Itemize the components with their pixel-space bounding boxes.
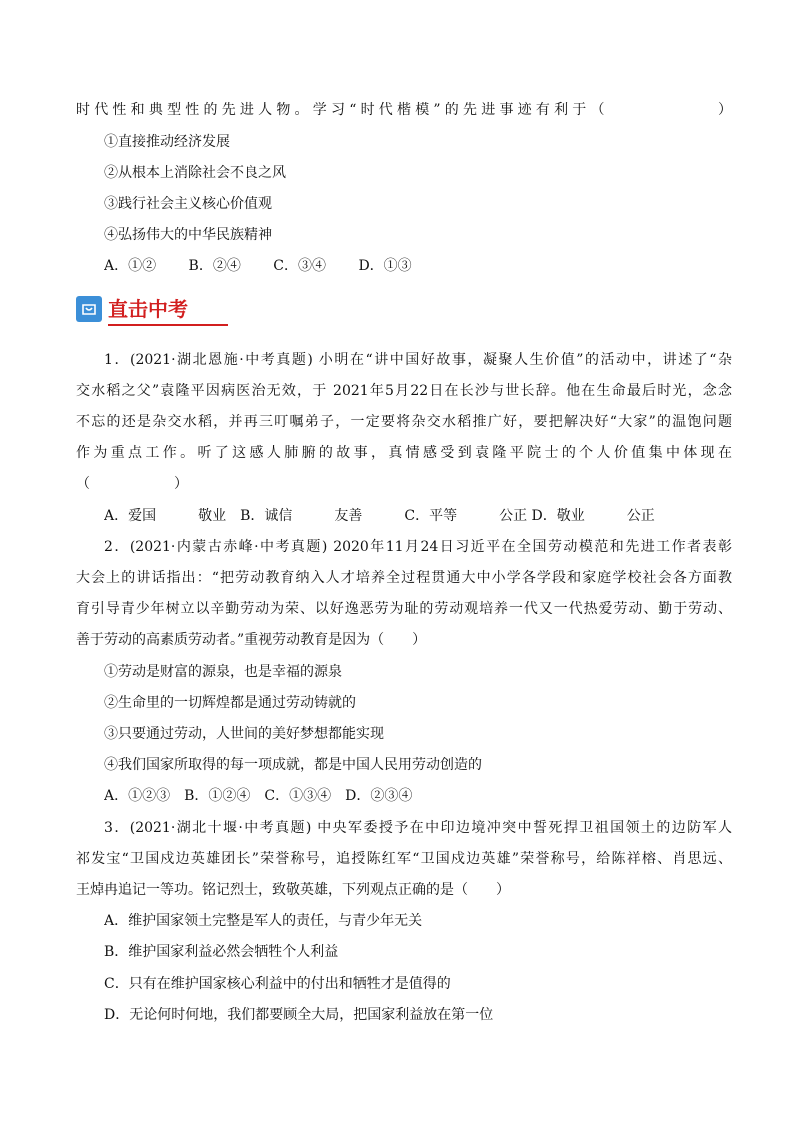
q1-line-2: 交水稻之父”袁隆平因病医治无效，于 2021年5月22日在长沙与世长辞。他在生命最后时光，念念 bbox=[76, 383, 732, 399]
q2-line-2: 大会上的讲话指出：“把劳动教育纳入人才培养全过程贯通大中小学各学段和家庭学校社会各方面教 bbox=[76, 570, 732, 586]
q2-item-1: ①劳动是财富的源泉，也是幸福的源泉 bbox=[104, 664, 342, 680]
prev-item-4: ④弘扬伟大的中华民族精神 bbox=[104, 227, 272, 243]
q3-line-1: 3．(2021·湖北十堰·中考真题) 中央军委授予在中印边境冲突中誓死捍卫祖国领土的边防军人 bbox=[104, 820, 732, 836]
q1-line-1: 1．(2021·湖北恩施·中考真题) 小明在“讲中国好故事，凝聚人生价值”的活动中，讲述了“杂 bbox=[104, 352, 732, 368]
q2-line-1: 2．(2021·内蒙古赤峰·中考真题) 2020年11月24日习近平在全国劳动模范和先进工作者表彰 bbox=[104, 539, 732, 555]
q2-item-4: ④我们国家所取得的每一项成就，都是中国人民用劳动创造的 bbox=[104, 757, 482, 773]
bag-icon bbox=[76, 296, 102, 322]
prev-question-line: 时代性和典型性的先进人物。学习“时代楷模”的先进事迹有利于（ ） bbox=[76, 102, 732, 118]
prev-item-1: ①直接推动经济发展 bbox=[104, 134, 230, 150]
q1-line-4: 作为重点工作。听了这感人肺腑的故事，真情感受到袁隆平院士的个人价值集中体现在 bbox=[76, 445, 732, 461]
prev-item-2: ②从根本上消除社会不良之风 bbox=[104, 165, 286, 181]
q3-option-a: A．维护国家领土完整是军人的责任，与青少年无关 bbox=[104, 913, 423, 929]
section-underline bbox=[108, 324, 228, 326]
q1-options: A．爱国 敬业 B．诚信 友善 C．平等 公正 D．敬业 公正 bbox=[104, 508, 655, 524]
q1-line-3: 不忘的还是杂交水稻，并再三叮嘱弟子，一定要将杂交水稻推广好，要把解决好“大家”的温饱问题 bbox=[76, 414, 732, 430]
q3-line-2: 祁发宝“卫国戍边英雄团长”荣誉称号，追授陈红军“卫国戍边英雄”荣誉称号，给陈祥榕、肖思远、 bbox=[76, 851, 732, 867]
q3-line-3: 王焯冉追记一等功。铭记烈士，致敬英雄，下列观点正确的是（ ） bbox=[76, 882, 510, 898]
section-header bbox=[76, 296, 226, 326]
prev-options: A．①② B．②④ C．③④ D．①③ bbox=[104, 258, 412, 274]
q3-option-d: D．无论何时何地，我们都要顾全大局，把国家利益放在第一位 bbox=[104, 1007, 494, 1023]
q2-options: A．①②③ B．①②④ C．①③④ D．②③④ bbox=[104, 788, 413, 804]
q3-option-c: C．只有在维护国家核心利益中的付出和牺牲才是值得的 bbox=[104, 976, 451, 992]
q2-line-3: 育引导青少年树立以辛勤劳动为荣、以好逸恶劳为耻的劳动观培养一代又一代热爱劳动、勤于劳动、 bbox=[76, 601, 732, 617]
section-title: 直击中考 bbox=[108, 297, 188, 321]
q2-item-3: ③只要通过劳动，人世间的美好梦想都能实现 bbox=[104, 726, 384, 742]
prev-item-3: ③践行社会主义核心价值观 bbox=[104, 196, 272, 212]
q3-option-b: B．维护国家利益必然会牺牲个人利益 bbox=[104, 944, 339, 960]
q2-line-4: 善于劳动的高素质劳动者。”重视劳动教育是因为（ ） bbox=[76, 632, 427, 648]
q2-item-2: ②生命里的一切辉煌都是通过劳动铸就的 bbox=[104, 695, 356, 711]
q1-line-5: （ ） bbox=[76, 476, 188, 492]
